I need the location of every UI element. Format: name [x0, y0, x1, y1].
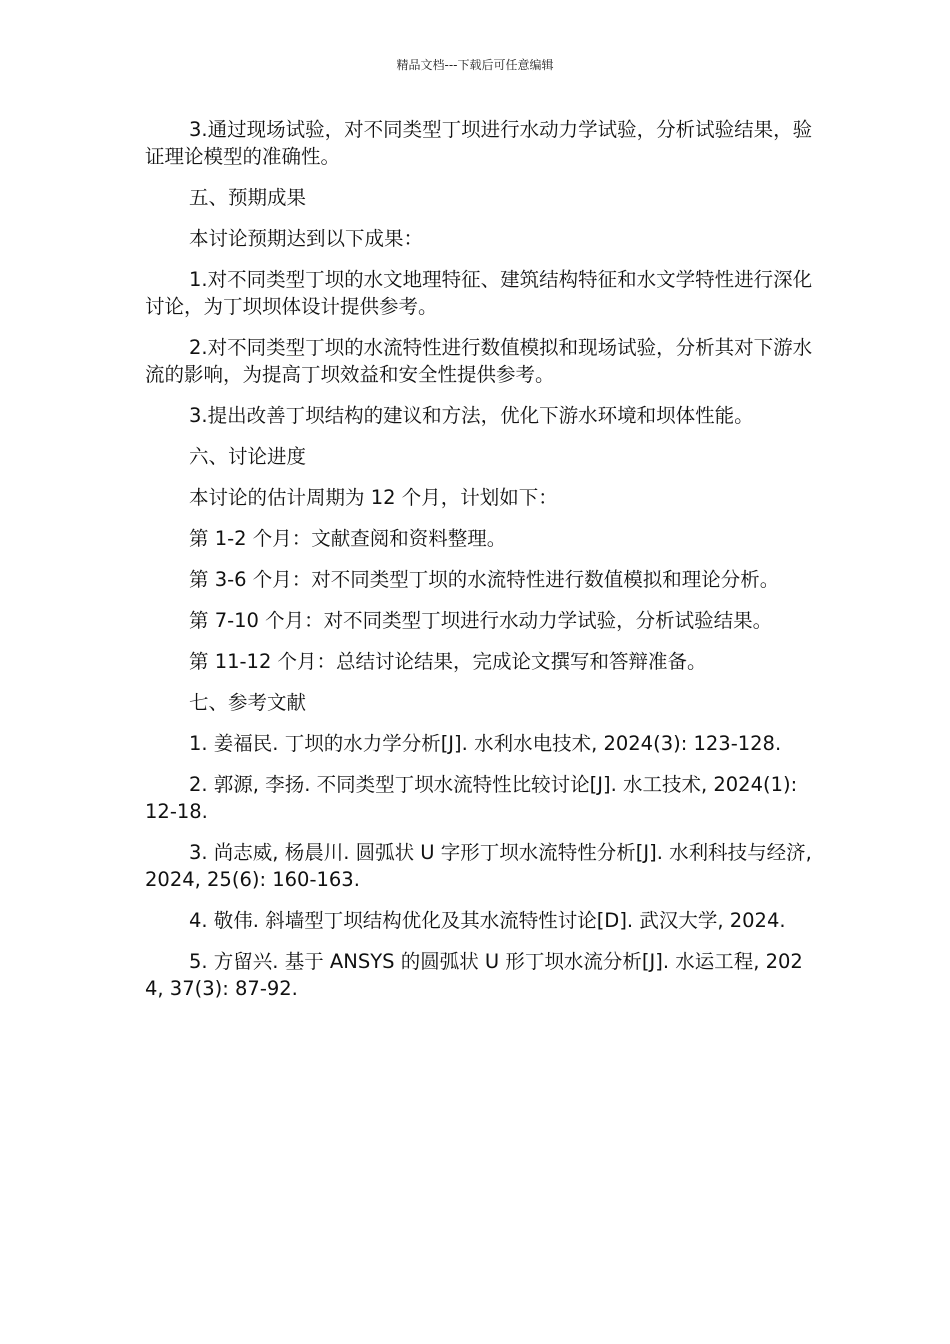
section-heading-schedule: 六、讨论进度 [189, 445, 307, 468]
reference-item-4: 4. 敬伟. 斜墙型丁坝结构优化及其水流特性讨论[D]. 武汉大学, 2024. [189, 909, 786, 932]
result-item-2: 2.对不同类型丁坝的水流特性进行数值模拟和现场试验，分析其对下游水流的影响，为提高丁坝效益和安全性提供参考。 [145, 336, 813, 386]
schedule-item-1: 第 1-2 个月：文献查阅和资料整理。 [189, 527, 507, 550]
reference-item-5: 5. 方留兴. 基于 ANSYS 的圆弧状 U 形丁坝水流分析[J]. 水运工程, 2024, 37(3): 87-92. [145, 950, 803, 1000]
result-item-3: 3.提出改善丁坝结构的建议和方法，优化下游水环境和坝体性能。 [189, 404, 754, 427]
result-item-1: 1.对不同类型丁坝的水文地理特征、建筑结构特征和水文学特性进行深化讨论，为丁坝坝体设计提供参考。 [145, 268, 813, 318]
paragraph-results-intro: 本讨论预期达到以下成果： [189, 227, 424, 250]
schedule-item-2: 第 3-6 个月：对不同类型丁坝的水流特性进行数值模拟和理论分析。 [189, 568, 780, 591]
document-body [145, 116, 815, 1016]
page-header: 精品文档---下载后可任意编辑 [396, 58, 554, 72]
section-heading-expected-results: 五、预期成果 [189, 186, 307, 209]
reference-item-3: 3. 尚志威, 杨晨川. 圆弧状 U 字形丁坝水流特性分析[J]. 水利科技与经济, 2024, 25(6): 160-163. [145, 841, 812, 891]
reference-item-2: 2. 郭源, 李扬. 不同类型丁坝水流特性比较讨论[J]. 水工技术, 2024(1): 12-18. [145, 773, 798, 823]
paragraph-schedule-intro: 本讨论的估计周期为 12 个月，计划如下： [189, 486, 558, 509]
paragraph-field-test: 3.通过现场试验，对不同类型丁坝进行水动力学试验，分析试验结果，验证理论模型的准确性。 [145, 118, 813, 168]
schedule-item-4: 第 11-12 个月：总结讨论结果，完成论文撰写和答辩准备。 [189, 650, 707, 673]
schedule-item-3: 第 7-10 个月：对不同类型丁坝进行水动力学试验，分析试验结果。 [189, 609, 773, 632]
section-heading-references: 七、参考文献 [189, 691, 307, 714]
reference-item-1: 1. 姜福民. 丁坝的水力学分析[J]. 水利水电技术, 2024(3): 123-128. [189, 732, 782, 755]
